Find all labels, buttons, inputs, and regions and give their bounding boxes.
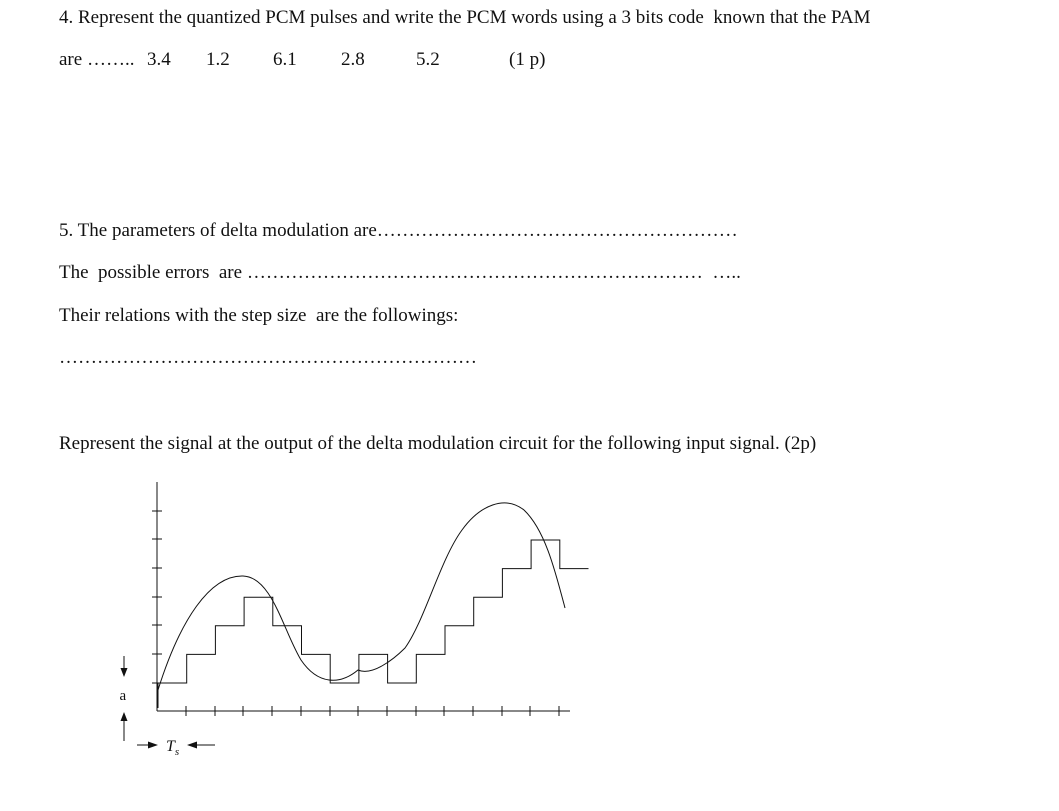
question-5-answer-blank: ………………………………………………………… <box>59 347 477 368</box>
question-4-line-1: 4. Represent the quantized PCM pulses and write the PCM words using a 3 bits code known that the PAM <box>59 7 871 28</box>
input-signal-curve <box>158 503 565 690</box>
sampling-period-label: $T_s$ <box>166 738 180 758</box>
delta-modulation-task: Represent the signal at the output of the delta modulation circuit for the following input signal. (2p) <box>59 433 817 454</box>
pam-value: 2.8 <box>341 49 365 70</box>
pam-value: 1.2 <box>206 49 230 70</box>
question-4-line-2-prefix: are …….. <box>59 49 140 70</box>
pam-value: 6.1 <box>273 49 297 70</box>
question-5-relations: Their relations with the step size are the followings: <box>59 305 459 326</box>
question-4-points: (1 p) <box>509 49 546 70</box>
delta-modulation-staircase <box>158 540 589 708</box>
pam-value: 5.2 <box>416 49 440 70</box>
step-size-label: a <box>119 688 127 704</box>
question-5-errors: The possible errors are ……………………………………………………………… ….. <box>59 262 741 283</box>
pam-value: 3.4 <box>147 49 171 70</box>
question-5-parameters: 5. The parameters of delta modulation are………………………………………………… <box>59 220 738 241</box>
